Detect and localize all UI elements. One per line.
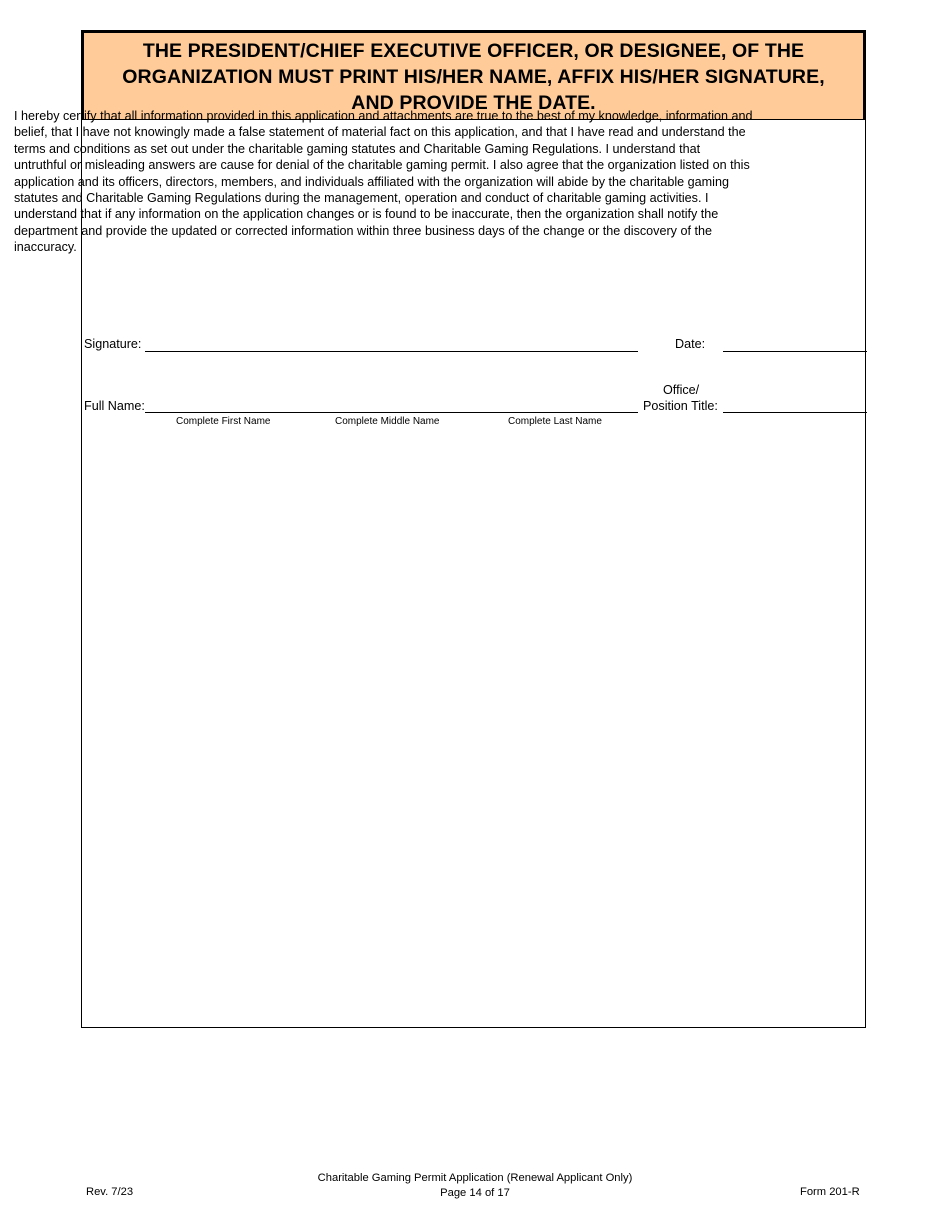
cert-line: terms and conditions as set out under the charitable gaming statutes and Charitable Gaming Regulations. I understand that	[14, 141, 701, 156]
cert-line: department and provide the updated or corrected information within three business days of the change or the discovery of the	[14, 223, 712, 238]
cert-line: application and its officers, directors, members, and individuals affiliated with the organization will abide by the charitable gaming	[14, 174, 729, 189]
revision-text: Rev. 7/23	[86, 1186, 134, 1198]
form-number: Form 201-R	[800, 1186, 860, 1198]
full-name-line[interactable]	[145, 412, 638, 413]
office-label-line-1: Office/	[663, 383, 700, 397]
middle-name-hint: Complete Middle Name	[335, 416, 440, 427]
cert-line: untruthful or misleading answers are cause for denial of the charitable gaming permit. I also agree that the organization listed on this	[14, 158, 750, 173]
footer-center	[250, 1171, 700, 1201]
full-name-label: Full Name:	[84, 399, 145, 413]
footer-title: Charitable Gaming Permit Application (Renewal Applicant Only)	[317, 1172, 633, 1184]
header-line-3: AND PROVIDE THE DATE.	[351, 92, 596, 114]
date-label: Date:	[675, 337, 706, 351]
office-label-line-2: Position Title:	[643, 399, 718, 413]
cert-line: belief, that I have not knowingly made a false statement of material fact on this application, and that I have read and understand the	[14, 125, 746, 140]
cert-line: I hereby certify that all information provided in this application and attachments are true to the best of my knowledge, information and	[14, 109, 753, 123]
first-name-hint: Complete First Name	[176, 416, 271, 427]
certification-statement	[14, 108, 784, 256]
page-number: Page 14 of 17	[440, 1187, 510, 1199]
header-line-1: THE PRESIDENT/CHIEF EXECUTIVE OFFICER, OR DESIGNEE, OF THE	[142, 40, 805, 62]
header-line-2: ORGANIZATION MUST PRINT HIS/HER NAME, AFFIX HIS/HER SIGNATURE,	[122, 66, 825, 88]
instruction-header	[82, 31, 865, 120]
signature-label: Signature:	[84, 337, 142, 351]
office-title-line[interactable]	[723, 412, 867, 413]
cert-line: understand that if any information on the application changes or is found to be inaccurate, then the organization shall notify the	[14, 207, 719, 222]
header-text	[84, 38, 863, 116]
signature-line[interactable]	[145, 351, 638, 352]
cert-line: statutes and Charitable Gaming Regulations during the management, operation and conduct of charitable gaming activities. I	[14, 191, 709, 206]
date-line[interactable]	[723, 351, 867, 352]
last-name-hint: Complete Last Name	[508, 416, 602, 427]
cert-line: inaccuracy.	[14, 240, 77, 255]
